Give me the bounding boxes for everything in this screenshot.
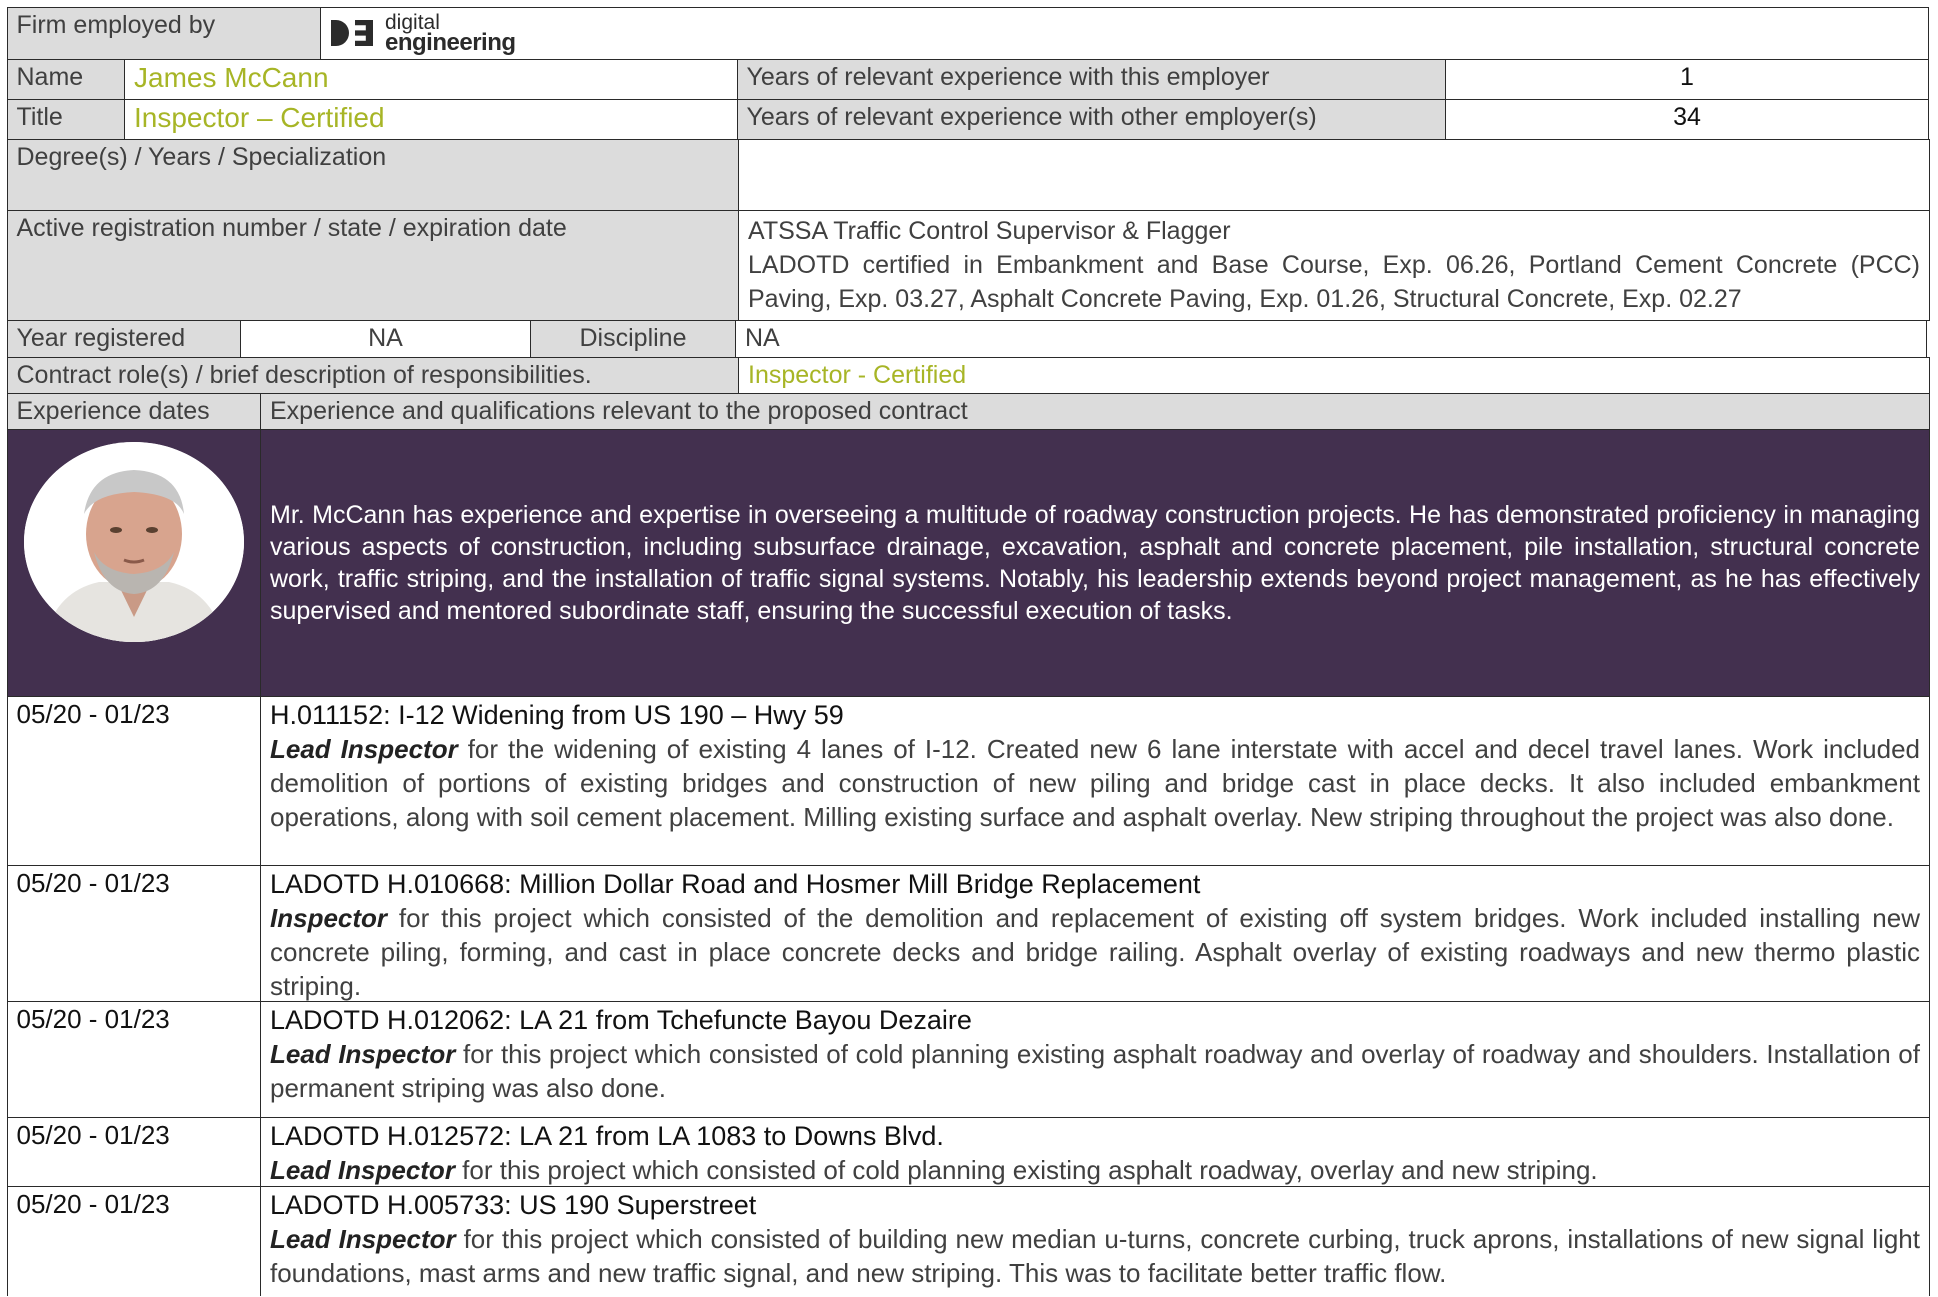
project-description (270, 1222, 1920, 1290)
name-row (8, 60, 1930, 101)
summary-cell (260, 429, 1930, 697)
project-title: LADOTD H.012572: LA 21 from LA 1083 to Downs Blvd. (270, 1120, 944, 1151)
title-row (8, 100, 1930, 141)
project-role: Lead Inspector (270, 1154, 455, 1185)
summary-row (8, 430, 1930, 698)
degree-value (738, 139, 1930, 211)
project-details (260, 1001, 1930, 1118)
name-label: Name (7, 59, 126, 100)
project-description (270, 901, 1920, 1002)
project-title: LADOTD H.005733: US 190 Superstreet (270, 1189, 757, 1220)
experience-qual-label: Experience and qualifications relevant to the proposed contract (260, 393, 1930, 430)
logo-line1: digital (385, 11, 440, 34)
summary-text: Mr. McCann has experience and expertise in overseeing a multitude of roadway construction projects. He has demonstrated proficiency in managing various aspects of construction, including subsurface drainage, excavation, asphalt and concrete placement, pile installation, structural concrete work, traffic striping, and the installation of traffic signal systems. Notably, his leadership extends beyond project management, as he has effectively supervised and mentored subordinate staff, ensuring the successful execution of tasks. (270, 500, 1920, 625)
firm-label: Firm employed by (7, 7, 322, 60)
project-row (8, 1118, 1930, 1188)
registration-label: Active registration number / state / expiration date (7, 210, 740, 321)
year-registered-value: NA (240, 320, 531, 358)
project-role: Lead Inspector (270, 1223, 456, 1254)
photo-cell (7, 429, 262, 697)
title-value: Inspector – Certified (124, 99, 738, 140)
project-description (270, 1153, 1920, 1187)
years-this-label: Years of relevant experience with this employer (737, 59, 1447, 100)
year-registered-label: Year registered (7, 320, 242, 358)
project-desc-text: for this project which consisted of cold planning existing asphalt roadway and overlay of roadway and shoulders. Installation of permanent striping was also done. (270, 1038, 1920, 1103)
years-this-value: 1 (1445, 59, 1929, 100)
experience-header-row (8, 394, 1930, 431)
project-role: Lead Inspector (270, 1038, 456, 1069)
year-registered-row (8, 321, 1930, 359)
project-title: H.011152: I-12 Widening from US 190 – Hwy 59 (270, 699, 844, 730)
contract-role-value: Inspector - Certified (738, 357, 1930, 394)
project-details (260, 865, 1930, 1002)
firm-logo (320, 7, 1929, 60)
project-dates: 05/20 - 01/23 (7, 1001, 262, 1118)
project-details (260, 1186, 1930, 1296)
contract-role-row (8, 358, 1930, 395)
discipline-label: Discipline (530, 320, 737, 358)
project-details (260, 696, 1930, 866)
project-row (8, 1187, 1930, 1297)
project-row (8, 1002, 1930, 1119)
discipline-value: NA (735, 320, 1927, 358)
degree-label: Degree(s) / Years / Specialization (7, 139, 740, 211)
contract-role-label: Contract role(s) / brief description of responsibilities. (7, 357, 740, 394)
experience-dates-label: Experience dates (7, 393, 262, 430)
registration-line1: ATSSA Traffic Control Supervisor & Flagger (748, 216, 1231, 245)
logo-line2: engineering (385, 29, 516, 56)
registration-line2: LADOTD certified in Embankment and Base Course, Exp. 06.26, Portland Cement Concrete (PCC) Paving, Exp. 03.27, Asphalt Concrete Paving, Exp. 01.26, Structural Concrete, Exp. 02.27 (748, 250, 1920, 313)
project-dates: 05/20 - 01/23 (7, 1186, 262, 1296)
project-description (270, 732, 1920, 834)
title-label: Title (7, 99, 126, 140)
resume-sheet (8, 8, 1930, 1295)
project-row (8, 866, 1930, 1003)
years-other-value: 34 (1445, 99, 1929, 140)
registration-row (8, 211, 1930, 322)
project-row (8, 697, 1930, 867)
project-title: LADOTD H.012062: LA 21 from Tchefuncte Bayou Dezaire (270, 1004, 972, 1035)
logo-wordmark (385, 11, 516, 56)
project-desc-text: for this project which consisted of cold planning existing asphalt roadway, overlay and new striping. (454, 1154, 1598, 1185)
project-title: LADOTD H.010668: Million Dollar Road and Hosmer Mill Bridge Replacement (270, 868, 1201, 899)
project-desc-text: for this project which consisted of building new median u-turns, concrete curbing, truck aprons, installations of new signal light foundations, mast arms and new traffic signal, and new striping. This was to facilitate better traffic flow. (270, 1223, 1920, 1288)
firm-row (8, 8, 1930, 61)
project-role: Lead Inspector (270, 733, 458, 764)
project-desc-text: for the widening of existing 4 lanes of I-12. Created new 6 lane interstate with accel and decel travel lanes. Work included demolition of portions of existing bridges and construction of new piling and bridge cast in place decks. It also included embankment operations, along with soil cement placement. Milling existing surface and asphalt overlay. New striping throughout the project was also done. (270, 733, 1920, 832)
years-other-label: Years of relevant experience with other employer(s) (737, 99, 1447, 140)
name-value: James McCann (124, 59, 738, 100)
project-description (270, 1037, 1920, 1105)
project-desc-text: for this project which consisted of the demolition and replacement of existing off system bridges. Work included installing new concrete piling, forming, and cast in place concrete decks and bridge railing. Asphalt overlay of existing roadways and new thermo plastic striping. (270, 902, 1920, 1001)
project-dates: 05/20 - 01/23 (7, 865, 262, 1002)
profile-photo (24, 442, 244, 642)
person-portrait-icon (24, 442, 244, 642)
project-details (260, 1117, 1930, 1187)
project-dates: 05/20 - 01/23 (7, 1117, 262, 1187)
project-role: Inspector (270, 902, 388, 933)
degree-row (8, 140, 1930, 212)
project-dates: 05/20 - 01/23 (7, 696, 262, 866)
registration-value (738, 210, 1930, 321)
digital-engineering-logo-icon (331, 17, 377, 49)
